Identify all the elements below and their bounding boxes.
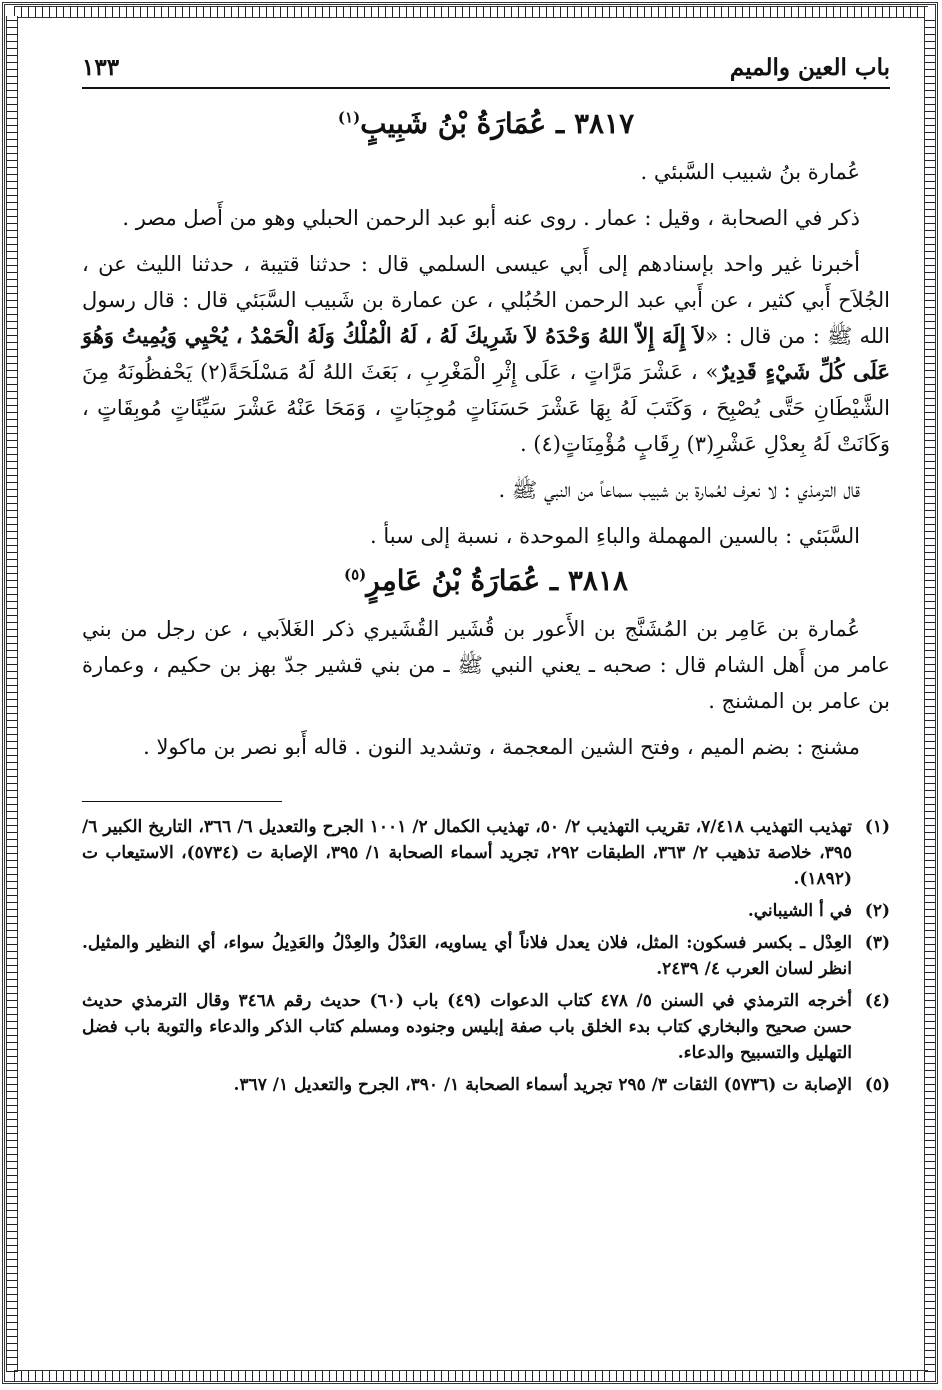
ornamental-border-top <box>14 6 928 18</box>
ornamental-border-bottom <box>14 1370 928 1382</box>
footnote-mark: (١) <box>337 108 361 127</box>
footnote-number: (١) <box>864 817 890 837</box>
footnote-text: العِدْل ـ بكسر فسكون: المثل، فلان يعدل فلاناً أي يساويه، العَدْلُ والعِدْلُ والعَدِيلُ سواء، أي النظير والمثيل. انظر لسان العرب ٤/ ٢٤٣٩. <box>82 933 852 979</box>
footnote <box>82 814 890 892</box>
paragraph: عُمارة بن عَامِر بن المُشَنَّج بن الأَعور بن قُشَير القُشَيري ذكر الغَلاَبي ، عن رجل من بني عامر من أَهل الشام قال : صحبه ـ يعني النبي ﷺ ـ من بني قشير جدّ بهز بن حكيم ، وعمارة بن عامر بن المشنج . <box>82 617 890 713</box>
ornamental-border-left <box>6 16 18 1372</box>
footnote-number: (٥) <box>864 1075 890 1095</box>
footnote-text: الإصابة ت (٥٧٣٦) الثقات ٣/ ٢٩٥ تجريد أسماء الصحابة ١/ ٣٩٠، الجرح والتعديل ١/ ٣٦٧. <box>233 1075 852 1095</box>
ornamental-border-right <box>924 16 936 1372</box>
page-content <box>82 54 890 1104</box>
entry-title-3818 <box>82 564 890 597</box>
paragraph: ذكر في الصحابة ، وقيل : عمار . روى عنه أبو عبد الرحمن الحبلي وهو من أَصل مصر . <box>122 206 860 230</box>
hadith-continuation: » ، عَشْرَ مَرَّاتٍ ، عَلَى إِثْرِ الْمَغْرِبِ ، بَعَثَ اللهُ لَهُ مَسْلَحَةً(٢) يَحْفظُونَهُ مِنَ الشَّيْطَانِ حَتَّى يُصْبِحَ ، وَكَتَبَ لَهُ بِهَا عَشْرَ حَسَنَاتٍ مُوجِبَاتٍ ، وَمَحَا عَنْهُ عَشْرَ سَيِّئَاتٍ مُوبِقَاتٍ ، وَكَانَتْ لَهُ بِعدْلِ عَشْرِ(٣) رِقَابٍ مُؤْمِنَاتٍ(٤) . <box>82 360 890 456</box>
footnote-divider <box>82 801 282 802</box>
entry-title-text: ٣٨١٧ ـ عُمَارَةُ بْنُ شَبِيبٍ <box>360 107 635 140</box>
chapter-title: باب العين والميم <box>729 54 890 81</box>
footnote-number: (٣) <box>864 933 890 953</box>
footnotes <box>82 814 890 1098</box>
footnote-text: أخرجه الترمذي في السنن ٥/ ٤٧٨ كتاب الدعوات (٤٩) باب (٦٠) حديث رقم ٣٤٦٨ وقال الترمذي حديث حسن صحيح والبخاري كتاب بدء الخلق باب صفة إبليس وجنوده ومسلم كتاب الذكر والدعاء والتوبة باب فضل التهليل والتسبيح والدعاء. <box>82 991 853 1063</box>
entry-title-text: ٣٨١٨ ـ عُمَارَةُ بْنُ عَامِرٍ <box>366 564 629 597</box>
entry-title-3817 <box>82 107 890 140</box>
paragraph: مشنج : بضم الميم ، وفتح الشين المعجمة ، وتشديد النون . قاله أَبو نصر بن ماكولا . <box>143 735 860 759</box>
footnote-mark: (٥) <box>343 565 367 584</box>
paragraph: قال الترمذي : لا نعرف لعُمارة بن شبيب سماعاً من النبي ﷺ . <box>498 478 860 502</box>
footnote <box>82 930 890 982</box>
footnote-number: (٤) <box>864 991 890 1011</box>
footnote <box>82 898 890 924</box>
hadith-paragraph <box>82 246 890 462</box>
footnote-text: تهذيب التهذيب ٧/٤١٨، تقريب التهذيب ٢/ ٥٠، تهذيب الكمال ٢/ ١٠٠١ الجرح والتعديل ٦/ ٣٦٦، التاريخ الكبير ٦/ ٣٩٥، خلاصة تذهيب ٢/ ٣٦٣، الطبقات ٢٩٢، تجريد أسماء الصحابة ١/ ٣٩٥، الإصابة ت (٥٧٣٤)، الاستيعاب ت (١٨٩٢). <box>82 817 852 889</box>
running-header <box>82 54 890 89</box>
footnote-number: (٢) <box>864 901 890 921</box>
footnote <box>82 1072 890 1098</box>
page-number: ١٣٣ <box>82 54 120 81</box>
paragraph: عُمارة بنُ شبيب السَّبئي . <box>640 160 860 184</box>
paragraph: السَّبَئي : بالسين المهملة والباءِ الموحدة ، نسبة إلى سبأ . <box>370 524 860 548</box>
footnote <box>82 988 890 1066</box>
hadith-text: لاَ إِلَهَ إِلاّ اللهُ وَحْدَهُ لاَ شَرِيكَ لَهُ ، لَهُ الْمُلْكُ وَلَهُ الْحَمْدُ ، يُحْيِي وَيُمِيتُ وَهُوَ عَلَى كُلِّ شَيْءٍ قَدِيرٌ <box>82 323 891 384</box>
footnote-text: في أ الشيباني. <box>747 901 852 921</box>
isnad-text: أخبرنا غير واحد بإسنادهم إلى أَبي عيسى السلمي قال : حدثنا قتيبة ، حدثنا الليث عن ، الجُلاَح أَبي كثير ، عن أَبي عبد الرحمن الحُبُلي ، عن عمارة بن شَبيب السَّبَئي قال : قال رسول الله ﷺ : من قال : « <box>82 252 890 348</box>
